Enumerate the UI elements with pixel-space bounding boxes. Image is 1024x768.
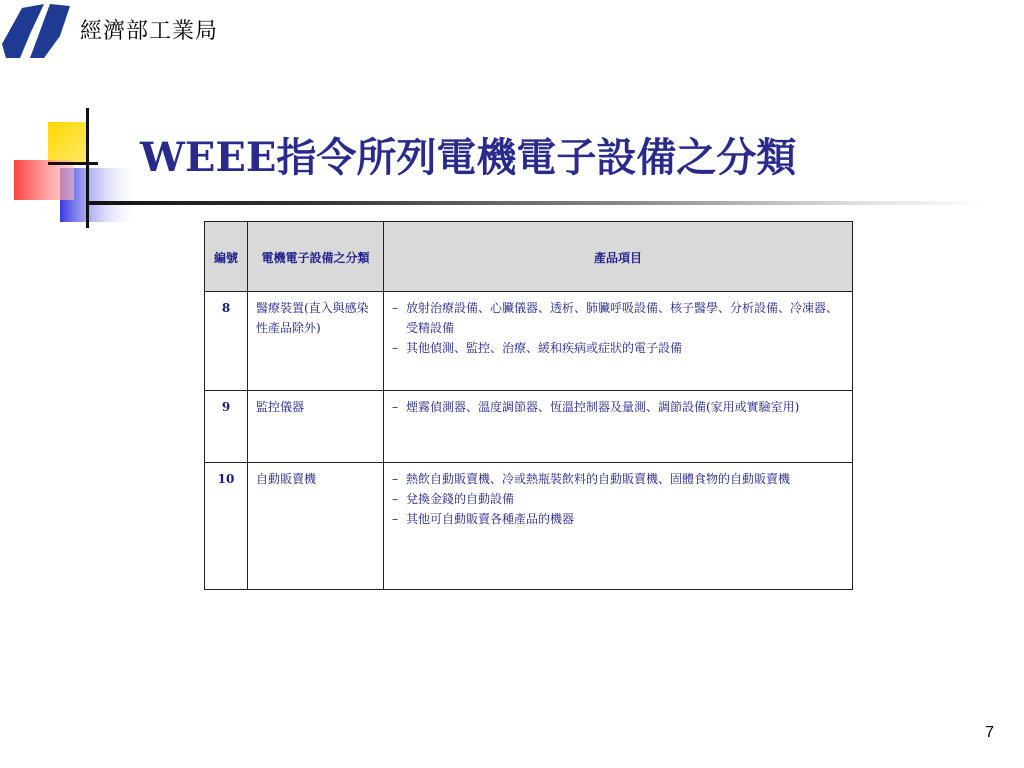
org-logo	[0, 0, 72, 60]
header-number: 編號	[205, 222, 248, 292]
table-row	[205, 292, 853, 391]
header-category: 電機電子設備之分類	[248, 222, 384, 292]
table-header-row	[205, 222, 853, 292]
list-item: – 兌換金錢的自動設備	[392, 489, 844, 509]
org-name: 經濟部工業局	[80, 19, 219, 44]
row-items	[384, 391, 853, 463]
category-table	[204, 221, 853, 590]
row-items	[384, 463, 853, 590]
list-item: – 其他可自動販賣各種產品的機器	[392, 509, 844, 529]
table-row	[205, 391, 853, 463]
header-items: 產品項目	[384, 222, 853, 292]
slide-title: WEEE指令所列電機電子設備之分類	[140, 134, 797, 181]
list-item: – 熱飲自動販賣機、冷或熱瓶裝飲料的自動販賣機、固體食物的自動販賣機	[392, 469, 844, 489]
row-category: 醫療裝置(直入與感染性產品除外)	[248, 292, 384, 391]
row-number: 10	[205, 463, 248, 590]
row-category: 監控儀器	[248, 391, 384, 463]
list-item: – 煙霧偵測器、溫度調節器、恆溫控制器及量測、調節設備(家用或實驗室用)	[392, 397, 844, 417]
row-items	[384, 292, 853, 391]
list-item: – 其他偵測、監控、治療、緩和疾病或症狀的電子設備	[392, 338, 844, 358]
decorative-squares	[0, 100, 150, 230]
row-number: 8	[205, 292, 248, 391]
table-row	[205, 463, 853, 590]
row-number: 9	[205, 391, 248, 463]
row-category: 自動販賣機	[248, 463, 384, 590]
list-item: – 放射治療設備、心臟儀器、透析、肺臟呼吸設備、核子醫學、分析設備、冷凍器、受精設備	[392, 298, 844, 338]
page-number: 7	[985, 724, 994, 741]
title-underline	[86, 201, 986, 205]
